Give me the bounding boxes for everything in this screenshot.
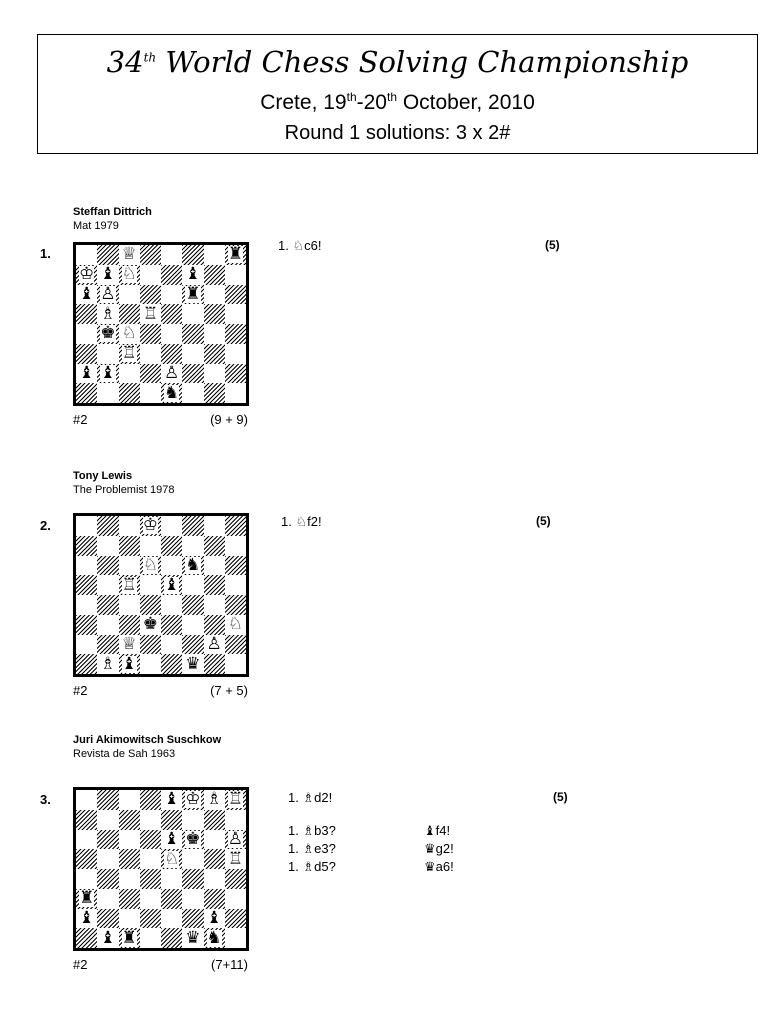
square — [97, 516, 118, 536]
problem-3-try-2-refutation: ♛g2! — [424, 841, 454, 856]
square — [76, 265, 97, 285]
square — [225, 265, 246, 285]
square — [204, 245, 225, 265]
square — [119, 830, 140, 850]
problem-1-number: 1. — [40, 246, 51, 261]
header-box — [37, 34, 758, 154]
chess-piece-icon: ♖ — [227, 789, 243, 810]
square — [225, 285, 246, 305]
event-location-date: Crete, 19th-20th October, 2010 — [260, 90, 535, 114]
square — [182, 245, 203, 265]
square — [140, 849, 161, 869]
square — [76, 383, 97, 403]
square — [204, 635, 225, 655]
square — [225, 516, 246, 536]
problem-2-board — [73, 513, 249, 677]
square — [161, 654, 182, 674]
square — [97, 304, 118, 324]
square — [76, 869, 97, 889]
chess-piece-icon: ♝ — [100, 927, 116, 948]
square — [140, 265, 161, 285]
square — [204, 265, 225, 285]
chess-piece-icon: ♚ — [185, 828, 201, 849]
square — [161, 790, 182, 810]
square — [140, 654, 161, 674]
square — [161, 889, 182, 909]
square — [97, 575, 118, 595]
square — [182, 285, 203, 305]
square — [97, 383, 118, 403]
square — [97, 909, 118, 929]
chess-piece-icon: ♝ — [79, 907, 95, 928]
square — [97, 536, 118, 556]
square — [161, 536, 182, 556]
square — [182, 889, 203, 909]
square — [204, 830, 225, 850]
square — [182, 635, 203, 655]
square — [225, 556, 246, 576]
square — [140, 364, 161, 384]
square — [204, 889, 225, 909]
square — [161, 324, 182, 344]
square — [97, 790, 118, 810]
chess-piece-icon: ♞ — [185, 554, 201, 575]
square — [182, 595, 203, 615]
problem-3-piece-count: (7+11) — [211, 957, 248, 972]
square — [76, 615, 97, 635]
square — [161, 556, 182, 576]
square — [225, 304, 246, 324]
square — [225, 790, 246, 810]
chess-piece-icon: ♝ — [79, 362, 95, 383]
square — [119, 516, 140, 536]
square — [225, 635, 246, 655]
square — [204, 575, 225, 595]
square — [140, 516, 161, 536]
square — [140, 810, 161, 830]
square — [76, 304, 97, 324]
chess-piece-icon: ♖ — [121, 343, 137, 364]
problem-1-source: Mat 1979 — [73, 220, 119, 232]
square — [140, 245, 161, 265]
square — [140, 830, 161, 850]
square — [76, 344, 97, 364]
problem-1-author: Steffan Dittrich — [73, 206, 152, 218]
square — [119, 364, 140, 384]
chess-piece-icon: ♝ — [185, 264, 201, 285]
chess-piece-icon: ♖ — [142, 303, 158, 324]
square — [140, 615, 161, 635]
chess-piece-icon: ♕ — [121, 244, 137, 265]
page-title: 34th World Chess Solving Championship — [106, 45, 689, 79]
chess-piece-icon: ♗ — [206, 789, 222, 810]
square — [225, 536, 246, 556]
chess-piece-icon: ♖ — [227, 848, 243, 869]
square — [97, 635, 118, 655]
square — [140, 595, 161, 615]
square — [97, 344, 118, 364]
square — [182, 928, 203, 948]
chess-piece-icon: ♚ — [142, 614, 158, 635]
square — [140, 575, 161, 595]
chess-piece-icon: ♙ — [164, 362, 180, 383]
square — [119, 304, 140, 324]
square — [225, 869, 246, 889]
square — [161, 344, 182, 364]
square — [225, 909, 246, 929]
problem-1-board — [73, 242, 249, 406]
square — [182, 830, 203, 850]
chess-piece-icon: ♘ — [121, 264, 137, 285]
square — [97, 324, 118, 344]
square — [97, 810, 118, 830]
square — [76, 889, 97, 909]
square — [161, 265, 182, 285]
square — [119, 285, 140, 305]
square — [225, 889, 246, 909]
square — [161, 830, 182, 850]
square — [182, 849, 203, 869]
square — [76, 595, 97, 615]
square — [97, 928, 118, 948]
square — [225, 324, 246, 344]
square — [76, 245, 97, 265]
square — [76, 324, 97, 344]
square — [204, 383, 225, 403]
square — [204, 516, 225, 536]
square — [119, 849, 140, 869]
square — [119, 556, 140, 576]
problem-3-points: (5) — [553, 790, 568, 804]
problem-2-source: The Problemist 1978 — [73, 484, 175, 496]
chess-piece-icon: ♝ — [206, 907, 222, 928]
square — [161, 245, 182, 265]
square — [140, 344, 161, 364]
problem-2-author: Tony Lewis — [73, 470, 133, 482]
square — [119, 889, 140, 909]
problem-2-number: 2. — [40, 518, 51, 533]
square — [182, 575, 203, 595]
square — [161, 909, 182, 929]
chess-piece-icon: ♙ — [227, 828, 243, 849]
square — [225, 364, 246, 384]
square — [204, 790, 225, 810]
chess-piece-icon: ♝ — [121, 653, 137, 674]
chess-piece-icon: ♜ — [79, 888, 95, 909]
square — [140, 285, 161, 305]
chess-piece-icon: ♔ — [142, 515, 158, 536]
square — [97, 245, 118, 265]
square — [119, 344, 140, 364]
chess-piece-icon: ♝ — [164, 828, 180, 849]
square — [76, 849, 97, 869]
chess-piece-icon: ♙ — [100, 283, 116, 304]
square — [161, 849, 182, 869]
problem-3-number: 3. — [40, 792, 51, 807]
square — [97, 364, 118, 384]
square — [76, 556, 97, 576]
square — [204, 364, 225, 384]
square — [76, 654, 97, 674]
square — [204, 304, 225, 324]
chess-piece-icon: ♕ — [121, 633, 137, 654]
square — [119, 536, 140, 556]
square — [140, 869, 161, 889]
square — [204, 556, 225, 576]
square — [182, 364, 203, 384]
square — [182, 790, 203, 810]
square — [119, 245, 140, 265]
square — [204, 344, 225, 364]
square — [76, 364, 97, 384]
square — [161, 869, 182, 889]
square — [182, 869, 203, 889]
square — [225, 383, 246, 403]
chess-piece-icon: ♔ — [79, 264, 95, 285]
problem-2-solution: 1. ♘f2! — [281, 514, 322, 529]
square — [97, 889, 118, 909]
square — [119, 324, 140, 344]
problem-3-board — [73, 787, 249, 951]
problem-3-solution: 1. ♗d2! — [288, 790, 333, 805]
square — [119, 654, 140, 674]
problem-2-piece-count: (7 + 5) — [210, 683, 248, 698]
chess-piece-icon: ♝ — [164, 574, 180, 595]
chess-piece-icon: ♜ — [227, 244, 243, 265]
square — [119, 635, 140, 655]
chess-piece-icon: ♝ — [79, 283, 95, 304]
square — [97, 849, 118, 869]
square — [204, 928, 225, 948]
chess-piece-icon: ♙ — [206, 633, 222, 654]
square — [97, 595, 118, 615]
square — [76, 516, 97, 536]
square — [140, 304, 161, 324]
chess-piece-icon: ♗ — [100, 303, 116, 324]
square — [182, 344, 203, 364]
square — [97, 556, 118, 576]
square — [119, 869, 140, 889]
square — [225, 928, 246, 948]
problem-3-source: Revista de Sah 1963 — [73, 748, 176, 760]
square — [140, 909, 161, 929]
square — [140, 324, 161, 344]
square — [225, 595, 246, 615]
square — [161, 383, 182, 403]
square — [119, 595, 140, 615]
problem-3-try-2: 1. ♗e3? — [288, 841, 336, 856]
square — [225, 344, 246, 364]
square — [182, 383, 203, 403]
square — [119, 615, 140, 635]
problem-3-author: Juri Akimowitsch Suschkow — [73, 734, 222, 746]
chess-piece-icon: ♘ — [227, 614, 243, 635]
square — [76, 909, 97, 929]
problem-2-points: (5) — [536, 514, 551, 528]
square — [140, 790, 161, 810]
square — [76, 810, 97, 830]
square — [182, 654, 203, 674]
square — [76, 536, 97, 556]
chess-piece-icon: ♖ — [121, 574, 137, 595]
square — [76, 928, 97, 948]
square — [76, 830, 97, 850]
square — [204, 810, 225, 830]
square — [204, 595, 225, 615]
square — [76, 790, 97, 810]
chess-piece-icon: ♜ — [121, 927, 137, 948]
square — [161, 304, 182, 324]
problem-1-piece-count: (9 + 9) — [210, 412, 248, 427]
square — [119, 810, 140, 830]
problem-2-stipulation: #2 — [73, 683, 88, 698]
square — [161, 285, 182, 305]
square — [76, 285, 97, 305]
square — [140, 928, 161, 948]
square — [161, 810, 182, 830]
square — [119, 928, 140, 948]
square — [204, 324, 225, 344]
square — [97, 654, 118, 674]
square — [182, 324, 203, 344]
square — [204, 654, 225, 674]
square — [182, 516, 203, 536]
square — [119, 909, 140, 929]
chess-piece-icon: ♘ — [121, 323, 137, 344]
chess-piece-icon: ♜ — [185, 283, 201, 304]
square — [204, 285, 225, 305]
square — [140, 889, 161, 909]
square — [161, 595, 182, 615]
square — [119, 383, 140, 403]
square — [140, 536, 161, 556]
square — [182, 556, 203, 576]
chess-piece-icon: ♘ — [164, 848, 180, 869]
square — [119, 265, 140, 285]
square — [140, 556, 161, 576]
square — [225, 575, 246, 595]
square — [182, 265, 203, 285]
square — [204, 909, 225, 929]
square — [97, 615, 118, 635]
square — [204, 615, 225, 635]
problem-1-stipulation: #2 — [73, 412, 88, 427]
square — [161, 635, 182, 655]
square — [161, 364, 182, 384]
square — [119, 575, 140, 595]
square — [225, 654, 246, 674]
chess-piece-icon: ♔ — [185, 789, 201, 810]
problem-3-stipulation: #2 — [73, 957, 88, 972]
square — [76, 635, 97, 655]
problem-1-points: (5) — [545, 238, 560, 252]
square — [182, 536, 203, 556]
square — [204, 536, 225, 556]
square — [182, 810, 203, 830]
chess-piece-icon: ♗ — [100, 653, 116, 674]
square — [161, 575, 182, 595]
problem-3-try-1-refutation: ♝f4! — [424, 823, 451, 838]
square — [161, 516, 182, 536]
square — [225, 615, 246, 635]
problem-3-try-1: 1. ♗b3? — [288, 823, 336, 838]
round-heading: Round 1 solutions: 3 x 2# — [284, 122, 511, 144]
square — [225, 245, 246, 265]
square — [225, 849, 246, 869]
chess-piece-icon: ♞ — [164, 382, 180, 403]
chess-piece-icon: ♝ — [100, 264, 116, 285]
square — [161, 928, 182, 948]
square — [161, 615, 182, 635]
problem-3-try-3: 1. ♗d5? — [288, 859, 336, 874]
square — [182, 615, 203, 635]
chess-piece-icon: ♘ — [142, 554, 158, 575]
square — [119, 790, 140, 810]
square — [97, 830, 118, 850]
chess-piece-icon: ♞ — [206, 927, 222, 948]
chess-piece-icon: ♝ — [164, 789, 180, 810]
chess-piece-icon: ♚ — [100, 323, 116, 344]
problem-3-try-3-refutation: ♛a6! — [424, 859, 454, 874]
square — [97, 285, 118, 305]
square — [76, 575, 97, 595]
chess-piece-icon: ♛ — [185, 927, 201, 948]
problem-1-solution: 1. ♘c6! — [278, 238, 322, 253]
square — [97, 265, 118, 285]
square — [182, 909, 203, 929]
square — [182, 304, 203, 324]
square — [140, 635, 161, 655]
square — [225, 810, 246, 830]
square — [225, 830, 246, 850]
square — [140, 383, 161, 403]
chess-piece-icon: ♝ — [100, 362, 116, 383]
chess-piece-icon: ♛ — [185, 653, 201, 674]
square — [204, 869, 225, 889]
square — [204, 849, 225, 869]
square — [97, 869, 118, 889]
